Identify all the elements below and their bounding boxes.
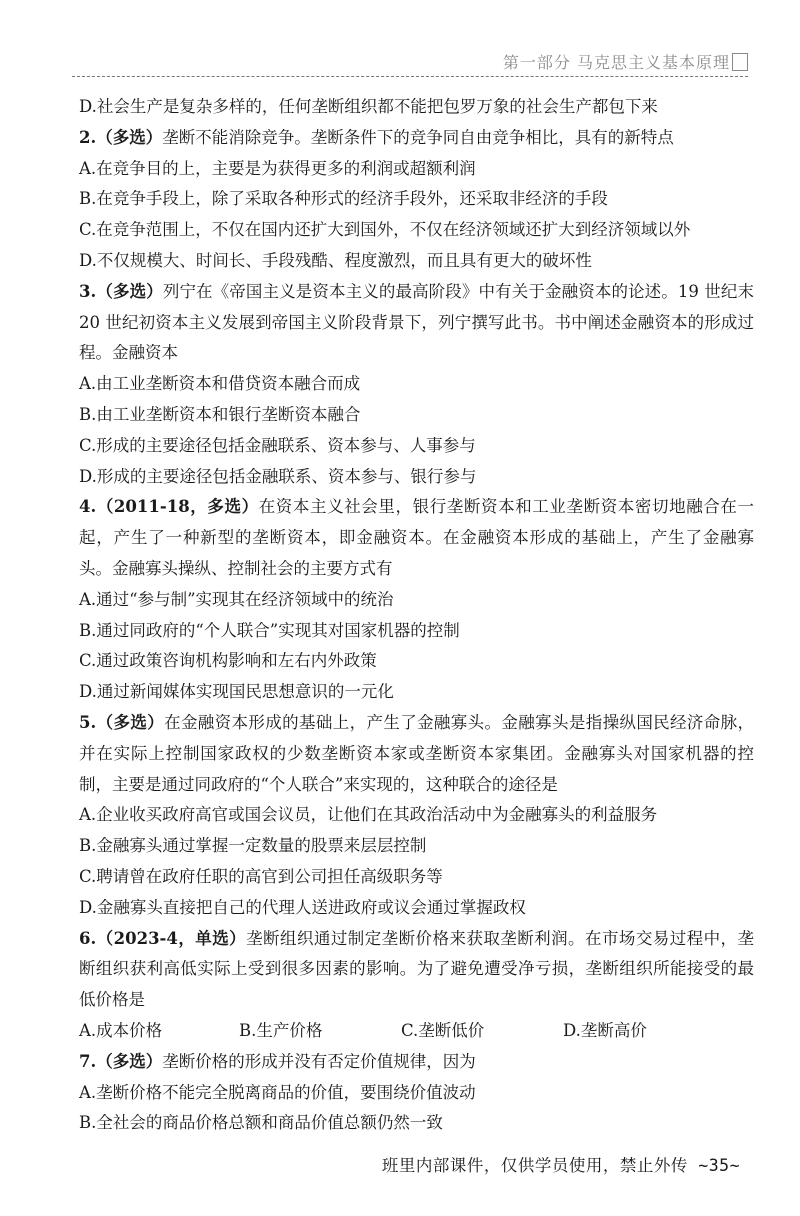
page-header	[72, 46, 748, 77]
question-tag: （2011-18，多选）	[96, 497, 259, 517]
option: B.在竞争手段上，除了采取各种形式的经济手段外，还采取非经济的手段	[79, 189, 608, 209]
question-content	[79, 92, 754, 1139]
option: D.通过新闻媒体实现国民思想意识的一元化	[79, 682, 394, 702]
option: C.在竞争范围上，不仅在国内还扩大到国外，不仅在经济领域还扩大到经济领域以外	[79, 220, 691, 240]
question-stem	[79, 924, 754, 1016]
question-text: 垄断价格的形成并没有否定价值规律，因为	[162, 1051, 476, 1071]
option: C.通过政策咨询机构影响和左右内外政策	[79, 651, 377, 671]
question-tag: （多选）	[96, 281, 163, 301]
option: B.金融寡头通过掌握一定数量的股票来层层控制	[79, 836, 427, 856]
question-stem	[79, 492, 754, 584]
option-row	[79, 1016, 754, 1047]
option: A.通过“参与制”实现其在经济领域中的统治	[79, 589, 394, 609]
option: B.通过同政府的“个人联合”实现其对国家机器的控制	[79, 620, 460, 640]
question-number: 2.	[79, 127, 97, 147]
question-text: 在金融资本形成的基础上，产生了金融寡头。金融寡头是指操纵国民经济命脉，并在实际上控制国家政权的少数垄断资本家或垄断资本家集团。金融寡头对国家机器的控制，主要是通过同政府的“个人联合”来实现的，这种联合的途径是	[79, 712, 755, 794]
header-title-text: 第一部分 马克思主义基本原理	[502, 53, 730, 72]
question-stem	[79, 277, 754, 369]
option: D.金融寡头直接把自己的代理人送进政府或议会通过掌握政权	[79, 897, 526, 917]
option: D.社会生产是复杂多样的，任何垄断组织都不能把包罗万象的社会生产都包下来	[79, 97, 658, 116]
option: A.成本价格	[79, 1020, 163, 1040]
option: C.聘请曾在政府任职的高官到公司担任高级职务等	[79, 866, 443, 886]
question-number: 6.	[79, 928, 97, 948]
question-tag: （2023-4，单选）	[96, 928, 247, 948]
option: D.不仅规模大、时间长、手段残酷、程度激烈，而且具有更大的破坏性	[79, 250, 592, 270]
question-tag: （多选）	[96, 127, 163, 147]
header-title	[503, 50, 748, 73]
question-text: 垄断组织通过制定垄断价格来获取垄断利润。在市场交易过程中，垄断组织获利高低实际上受到很多因素的影响。为了避免遭受净亏损，垄断组织所能接受的最低价格是	[79, 928, 754, 1010]
option: C.垄断低价	[401, 1020, 485, 1040]
option: D.形成的主要途径包括金融联系、资本参与、银行参与	[79, 466, 477, 486]
question-stem	[79, 1047, 754, 1078]
page-footer: 班里内部课件，仅供学员使用，禁止外传 ~35~	[381, 1156, 740, 1175]
option: A.企业收买政府高官或国会议员，让他们在其政治活动中为金融寡头的利益服务	[79, 805, 658, 825]
option: C.形成的主要途径包括金融联系、资本参与、人事参与	[79, 435, 476, 455]
question-tag: （多选）	[96, 712, 165, 732]
question-text: 列宁在《帝国主义是资本主义的最高阶段》中有关于金融资本的论述。19 世纪末 20 世纪初资本主义发展到帝国主义阶段背景下，列宁撰写此书。书中阐述金融资本的形成过程。金融资本	[79, 281, 755, 363]
question-number: 7.	[79, 1051, 97, 1071]
option: A.在竞争目的上，主要是为获得更多的利润或超额利润	[79, 158, 476, 178]
option: B.全社会的商品价格总额和商品价值总额仍然一致	[79, 1113, 443, 1133]
option: A.由工业垄断资本和借贷资本融合而成	[79, 374, 361, 394]
question-stem	[79, 708, 754, 800]
question-text: 在资本主义社会里，银行垄断资本和工业垄断资本密切地融合在一起，产生了一种新型的垄断资本，即金融资本。在金融资本形成的基础上，产生了金融寡头。金融寡头操纵、控制社会的主要方式有	[79, 497, 755, 578]
question-number: 3.	[79, 281, 97, 301]
question-tag: （多选）	[96, 1051, 163, 1071]
option: B.生产价格	[239, 1020, 323, 1040]
question-text: 垄断不能消除竞争。垄断条件下的竞争同自由竞争相比，具有的新特点	[162, 127, 674, 147]
option: B.由工业垄断资本和银行垄断资本融合	[79, 404, 361, 424]
question-number: 5.	[79, 712, 97, 732]
question-number: 4.	[79, 497, 97, 517]
option: A.垄断价格不能完全脱离商品的价值，要围绕价值波动	[79, 1082, 476, 1102]
option: D.垄断高价	[563, 1020, 647, 1040]
book-mark-icon	[732, 53, 748, 71]
question-stem	[79, 123, 754, 154]
